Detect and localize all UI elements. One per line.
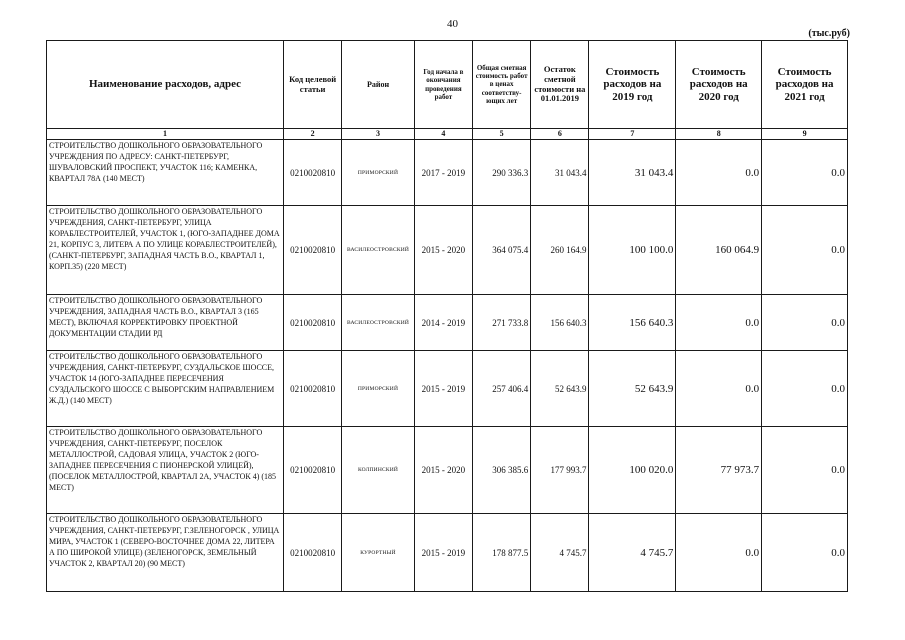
- row-cost-2021: 0.0: [762, 514, 848, 592]
- row-name: СТРОИТЕЛЬСТВО ДОШКОЛЬНОГО ОБРАЗОВАТЕЛЬНОГО УЧРЕЖДЕНИЯ, САНКТ-ПЕТЕРБУРГ, СУЗДАЛЬСКОЕ ШОССЕ, УЧАСТОК 14 (ЮГО-ЗАПАДНЕЕ ПЕРЕСЕЧЕНИЯ СУЗДАЛЬСКОГО ШОССЕ С ВЫБОРГСКИМ НАПРАВЛЕНИЕМ Ж.Д.) (140 МЕСТ): [47, 351, 284, 427]
- row-remainder: 177 993.7: [531, 427, 589, 514]
- units-label: (тыс.руб): [808, 28, 850, 39]
- row-cost-2021: 0.0: [762, 351, 848, 427]
- row-code: 0210020810: [284, 514, 342, 592]
- column-number: 7: [589, 129, 676, 140]
- table-row: [47, 514, 848, 592]
- column-number: 5: [473, 129, 531, 140]
- row-remainder: 156 640.3: [531, 295, 589, 351]
- page-number: 40: [447, 18, 458, 30]
- row-cost-2020: 0.0: [676, 140, 762, 206]
- table-row: [47, 427, 848, 514]
- row-cost-2021: 0.0: [762, 427, 848, 514]
- row-district: ПРИМОРСКИЙ: [342, 351, 415, 427]
- header-cost-2020: Стоимость расходов на 2020 год: [676, 41, 762, 129]
- row-cost-2019: 31 043.4: [589, 140, 676, 206]
- column-number: 3: [342, 129, 415, 140]
- header-district: Район: [342, 41, 415, 129]
- row-name: СТРОИТЕЛЬСТВО ДОШКОЛЬНОГО ОБРАЗОВАТЕЛЬНОГО УЧРЕЖДЕНИЯ, САНКТ-ПЕТЕРБУРГ, Г.ЗЕЛЕНОГОРСК , УЛИЦА МИРА, УЧАСТОК 1 (СЕВЕРО-ВОСТОЧНЕЕ ДОМА 22, ЛИТЕРА А ПО ШИРОКОЙ УЛИЦЕ) (ЗЕЛЕНОГОРСК, ЗЕМЕЛЬНЫЙ УЧАСТОК 2, КВАРТАЛ 20) (90 МЕСТ): [47, 514, 284, 592]
- column-number: 9: [762, 129, 848, 140]
- header-cost-2021: Стоимость расходов на 2021 год: [762, 41, 848, 129]
- column-number: 2: [284, 129, 342, 140]
- row-remainder: 52 643.9: [531, 351, 589, 427]
- column-number: 6: [531, 129, 589, 140]
- row-cost-2019: 4 745.7: [589, 514, 676, 592]
- row-name: СТРОИТЕЛЬСТВО ДОШКОЛЬНОГО ОБРАЗОВАТЕЛЬНОГО УЧРЕЖДЕНИЯ, ЗАПАДНАЯ ЧАСТЬ В.О., КВАРТАЛ 3 (165 МЕСТ), ВКЛЮЧАЯ КОРРЕКТИРОВКУ ПРОЕКТНОЙ ДОКУМЕНТАЦИИ СТАДИИ РД: [47, 295, 284, 351]
- row-cost-2019: 100 020.0: [589, 427, 676, 514]
- budget-table: [46, 40, 848, 592]
- row-name: СТРОИТЕЛЬСТВО ДОШКОЛЬНОГО ОБРАЗОВАТЕЛЬНОГО УЧРЕЖДЕНИЯ, САНКТ-ПЕТЕРБУРГ, УЛИЦА КОРАБЛЕСТРОИТЕЛЕЙ, УЧАСТОК 1, (ЮГО-ЗАПАДНЕЕ ДОМА 21, КОРПУС 3, ЛИТЕРА А ПО УЛИЦЕ КОРАБЛЕСТРОИТЕЛЕЙ), (САНКТ-ПЕТЕРБУРГ, ЗАПАДНАЯ ЧАСТЬ В.О., КВАРТАЛ 1, КОРП.35) (220 МЕСТ): [47, 206, 284, 295]
- row-cost-2021: 0.0: [762, 206, 848, 295]
- row-cost-2019: 52 643.9: [589, 351, 676, 427]
- header-start-year: Год начала в окончания проведения работ: [414, 41, 472, 129]
- row-total: 364 075.4: [473, 206, 531, 295]
- row-district: КУРОРТНЫЙ: [342, 514, 415, 592]
- row-years: 2017 - 2019: [414, 140, 472, 206]
- row-code: 0210020810: [284, 206, 342, 295]
- header-row: [47, 41, 848, 129]
- column-number: 1: [47, 129, 284, 140]
- row-code: 0210020810: [284, 140, 342, 206]
- row-cost-2020: 0.0: [676, 514, 762, 592]
- row-total: 290 336.3: [473, 140, 531, 206]
- row-name: СТРОИТЕЛЬСТВО ДОШКОЛЬНОГО ОБРАЗОВАТЕЛЬНОГО УЧРЕЖДЕНИЯ ПО АДРЕСУ: САНКТ-ПЕТЕРБУРГ, ШУВАЛОВСКИЙ ПРОСПЕКТ, УЧАСТОК 116; КАМЕНКА, КВАРТАЛ 78А (140 МЕСТ): [47, 140, 284, 206]
- row-code: 0210020810: [284, 351, 342, 427]
- row-code: 0210020810: [284, 427, 342, 514]
- row-district: КОЛПИНСКИЙ: [342, 427, 415, 514]
- row-name: СТРОИТЕЛЬСТВО ДОШКОЛЬНОГО ОБРАЗОВАТЕЛЬНОГО УЧРЕЖДЕНИЯ, САНКТ-ПЕТЕРБУРГ, ПОСЕЛОК МЕТАЛЛОСТРОЙ, САДОВАЯ УЛИЦА, УЧАСТОК 2 (ЮГО-ЗАПАДНЕЕ ПЕРЕСЕЧЕНИЯ С ПИОНЕРСКОЙ УЛИЦЕЙ), (ПОСЕЛОК МЕТАЛЛОСТРОЙ, КВАРТАЛ 2А, УЧАСТОК 4) (185 МЕСТ): [47, 427, 284, 514]
- table-row: [47, 351, 848, 427]
- row-cost-2021: 0.0: [762, 140, 848, 206]
- row-years: 2015 - 2019: [414, 514, 472, 592]
- row-cost-2020: 0.0: [676, 351, 762, 427]
- row-code: 0210020810: [284, 295, 342, 351]
- row-total: 178 877.5: [473, 514, 531, 592]
- table-row: [47, 140, 848, 206]
- row-total: 306 385.6: [473, 427, 531, 514]
- row-years: 2015 - 2020: [414, 206, 472, 295]
- table-row: [47, 206, 848, 295]
- header-name: Наименование расходов, адрес: [47, 41, 284, 129]
- row-years: 2015 - 2019: [414, 351, 472, 427]
- row-remainder: 4 745.7: [531, 514, 589, 592]
- column-number: 4: [414, 129, 472, 140]
- row-district: ПРИМОРСКИЙ: [342, 140, 415, 206]
- table-row: [47, 295, 848, 351]
- column-number: 8: [676, 129, 762, 140]
- row-remainder: 31 043.4: [531, 140, 589, 206]
- row-years: 2015 - 2020: [414, 427, 472, 514]
- header-total-estimate: Общая сметная стоимость работ в ценах соответству-ющих лет: [473, 41, 531, 129]
- row-cost-2020: 0.0: [676, 295, 762, 351]
- row-total: 271 733.8: [473, 295, 531, 351]
- row-total: 257 406.4: [473, 351, 531, 427]
- row-cost-2020: 77 973.7: [676, 427, 762, 514]
- header-remainder: Остаток сметной стоимости на 01.01.2019: [531, 41, 589, 129]
- row-cost-2019: 156 640.3: [589, 295, 676, 351]
- column-number-row: [47, 129, 848, 140]
- header-cost-2019: Стоимость расходов на 2019 год: [589, 41, 676, 129]
- header-code: Код целевой статьи: [284, 41, 342, 129]
- row-cost-2021: 0.0: [762, 295, 848, 351]
- row-cost-2020: 160 064.9: [676, 206, 762, 295]
- row-years: 2014 - 2019: [414, 295, 472, 351]
- row-district: ВАСИЛЕОСТРОВСКИЙ: [342, 295, 415, 351]
- row-district: ВАСИЛЕОСТРОВСКИЙ: [342, 206, 415, 295]
- row-remainder: 260 164.9: [531, 206, 589, 295]
- row-cost-2019: 100 100.0: [589, 206, 676, 295]
